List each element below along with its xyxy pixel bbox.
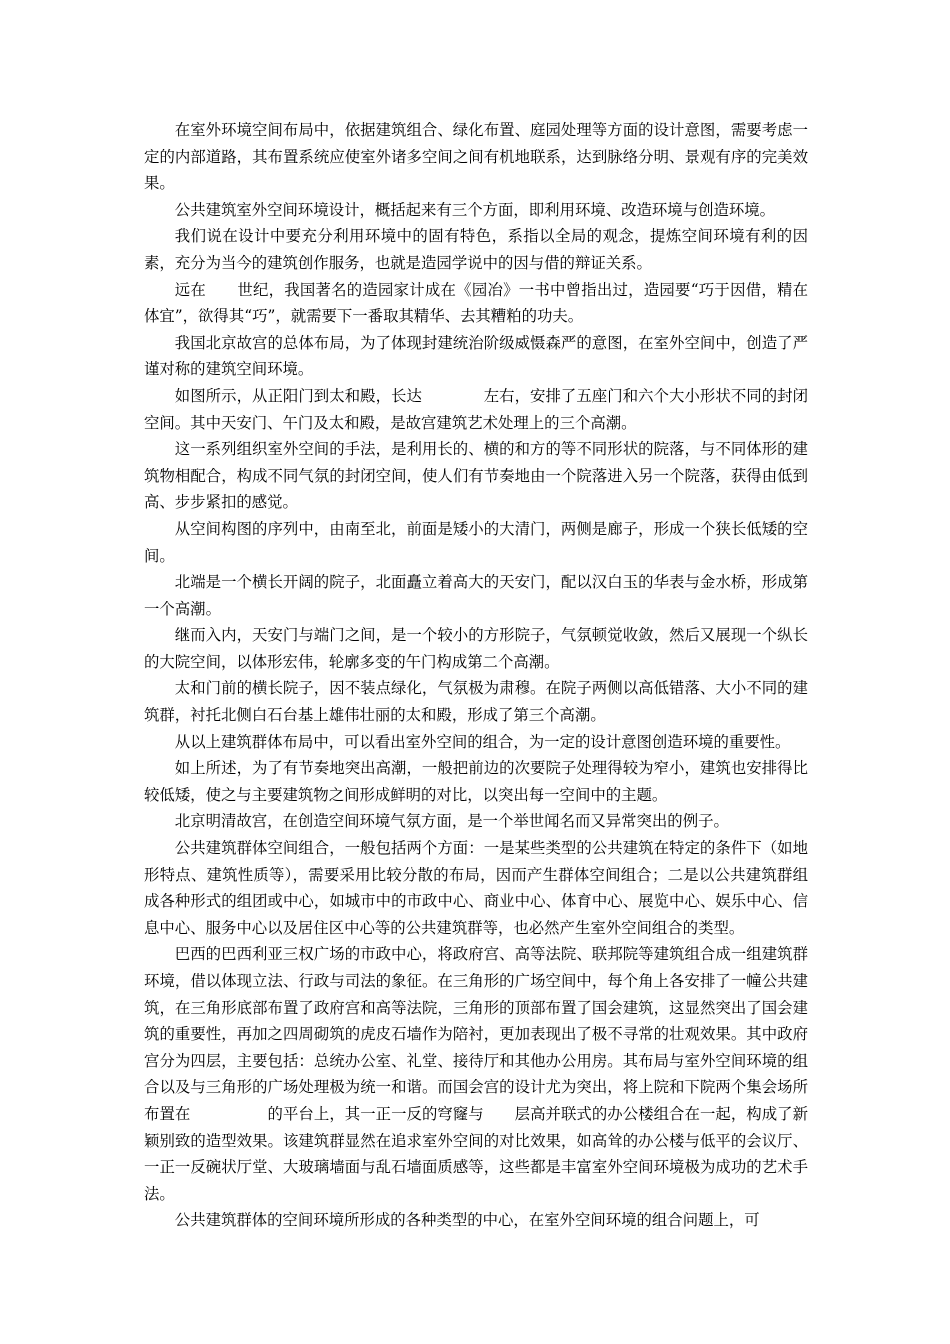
paragraph-layout-intro: 在室外环境空间布局中，依据建筑组合、绿化布置、庭园处理等方面的设计意图，需要考虑一定的内部道路，其布置系统应使室外诸多空间之间有机地联系，达到脉络分明、景观有序的完美效果。 <box>144 121 808 193</box>
paragraph-contrast: 如上所述，为了有节奏地突出高潮，一般把前边的次要院子处理得较为窄小，建筑也安排得比较低矮，使之与主要建筑物之间形成鲜明的对比，以突出每一空间中的主题。 <box>144 759 808 804</box>
paragraph-centers: 公共建筑群体的空间环境所形成的各种类型的中心，在室外空间环境的组合问题上，可 <box>174 1211 760 1230</box>
paragraph-group-composition: 公共建筑群体空间组合，一般包括两个方面：一是某些类型的公共建筑在特定的条件下（如地形特点、建筑性质等），需要采用比较分散的布局，因而产生群体空间组合；二是以公共建筑群组成各种形式的组团或中心，如城市中的市政中心、商业中心、体育中心、展览中心、娱乐中心、信息中心、服务中心以及居住区中心等的公共建筑群等，也必然产生室外空间组合的类型。 <box>144 839 808 937</box>
paragraph-forbidden-city-layout: 我国北京故宫的总体布局，为了体现封建统治阶级威慑森严的意图，在室外空间中，创造了严谨对称的建筑空间环境。 <box>144 333 808 379</box>
paragraph-spatial-sequence: 从空间构图的序列中，由南至北，前面是矮小的大清门，两侧是廊子，形成一个狭长低矮的空间。 <box>144 519 808 565</box>
paragraph-courtyard-technique: 这一系列组织室外空间的手法，是利用长的、横的和方的等不同形状的院落，与不同体形的建筑物相配合，构成不同气氛的封闭空间，使人们有节奏地由一个院落进入另一个院落，获得由低到高、步步紧扣的感觉。 <box>144 440 808 512</box>
paragraph-famous-example: 北京明清故宫，在创造空间环境气氛方面，是一个举世闻名而又异常突出的例子。 <box>174 812 729 831</box>
paragraph-gates-and-spaces: 如图所示，从正阳门到太和殿，长达 左右，安排了五座门和六个大小形状不同的封闭空间。其中天安门、午门及太和殿，是故宫建筑艺术处理上的三个高潮。 <box>144 386 808 432</box>
paragraph-importance: 从以上建筑群体布局中，可以看出室外空间的组合，为一定的设计意图创造环境的重要性。 <box>174 732 791 751</box>
paragraph-first-climax: 北端是一个横长开阔的院子，北面矗立着高大的天安门，配以汉白玉的华表与金水桥，形成第一个高潮。 <box>144 573 808 618</box>
paragraph-yuanye: 远在 世纪，我国著名的造园家计成在《园冶》一书中曾指出过，造园要“巧于因借，精在体宜”，欲得其“巧”，就需要下一番取其精华、去其糟粕的功夫。 <box>144 280 808 326</box>
paragraph-brasilia: 巴西的巴西利亚三权广场的市政中心，将政府宫、高等法院、联邦院等建筑组合成一组建筑群环境，借以体现立法、行政与司法的象征。在三角形的广场空间中，每个角上各安排了一幢公共建筑，在三角形底部布置了政府宫和高等法院，三角形的顶部布置了国会建筑，这显然突出了国会建筑的重要性，再加之四周砌筑的虎皮石墙作为陪衬，更加表现出了极不寻常的壮观效果。其中政府宫分为四层，主要包括：总统办公室、礼堂、接待厅和其他办公用房。其布局与室外空间环境的组合以及与三角形的广场处理极为统一和谐。而国会宫的设计尤为突出，将上院和下院两个集会场所布置在 的平台上，其一正一反的穹窿与 层高并联式的办公楼组合在一起，构成了新颖别致的造型效果。该建筑群显然在追求室外空间的对比效果，如高耸的办公楼与低平的会议厅、一正一反碗状厅堂、大玻璃墙面与乱石墙面质感等，这些都是丰富室外空间环境极为成功的艺术手法。 <box>144 945 808 1203</box>
paragraph-third-climax: 太和门前的横长院子，因不装点绿化，气氛极为肃穆。在院子两侧以高低错落、大小不同的建筑群，衬托北侧白石台基上雄伟壮丽的太和殿，形成了第三个高潮。 <box>144 679 808 725</box>
paragraph-second-climax: 继而入内，天安门与端门之间，是一个较小的方形院子，气氛顿觉收敛，然后又展现一个纵长的大院空间，以体形宏伟，轮廓多变的午门构成第二个高潮。 <box>144 626 808 671</box>
paragraph-three-aspects: 公共建筑室外空间环境设计，概括起来有三个方面，即利用环境、改造环境与创造环境。 <box>174 200 776 219</box>
document-page <box>144 117 808 1234</box>
paragraph-use-environment: 我们说在设计中要充分利用环境中的固有特色，系指以全局的观念，提炼空间环境有利的因素，充分为当今的建筑创作服务，也就是造园学说中的因与借的辩证关系。 <box>144 227 808 272</box>
